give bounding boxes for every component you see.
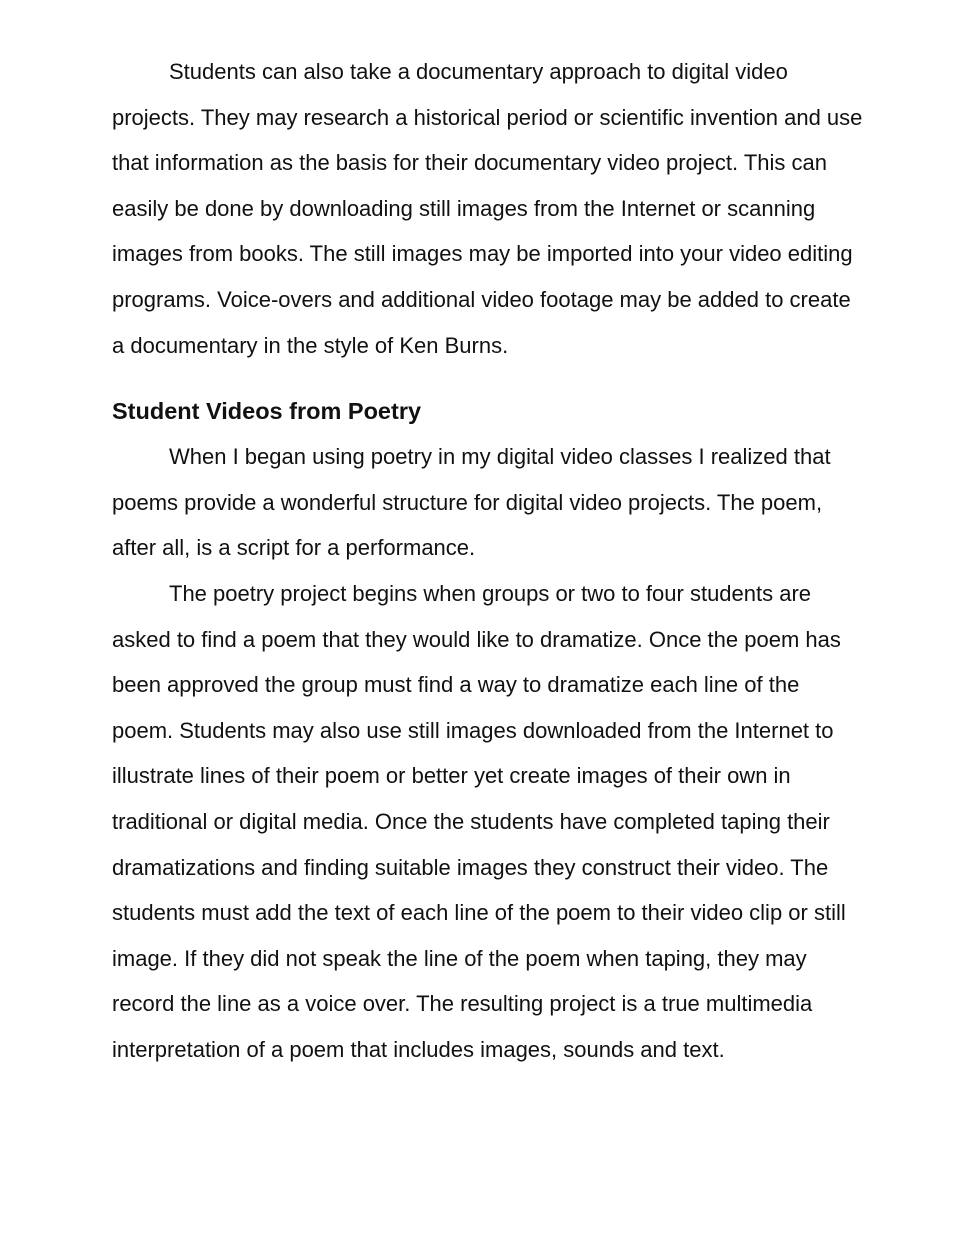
paragraph-line: Students can also take a documentary approach to digital video <box>169 59 788 84</box>
paragraph-line: When I began using poetry in my digital video classes I realized that <box>169 444 831 470</box>
section-heading: Student Videos from Poetry <box>112 398 422 425</box>
paragraph-line: images from books. The still images may be imported into your video editing <box>112 241 853 267</box>
paragraph-line: programs. Voice-overs and additional video footage may be added to create <box>112 286 851 312</box>
paragraph-line: projects. They may research a historical period or scientific invention and use <box>112 104 863 130</box>
paragraph-line: students must add the text of each line of the poem to their video clip or still <box>112 900 846 926</box>
paragraph-line: a documentary in the style of Ken Burns. <box>112 332 509 358</box>
paragraph-poetry-intro <box>112 434 902 571</box>
paragraph-line: after all, is a script for a performance. <box>112 535 476 561</box>
document-page <box>112 49 902 1072</box>
paragraph-line: The poetry project begins when groups or two to four students are <box>169 580 812 606</box>
paragraph-poetry-project <box>112 571 902 1073</box>
paragraph-line: interpretation of a poem that includes images, sounds and text. <box>112 1036 725 1062</box>
paragraph-documentary <box>112 49 902 368</box>
paragraph-line: that information as the basis for their documentary video project. This can <box>112 150 827 176</box>
paragraph-line: poem. Students may also use still images downloaded from the Internet to <box>112 717 834 743</box>
paragraph-line: image. If they did not speak the line of the poem when taping, they may <box>112 945 807 971</box>
paragraph-line: been approved the group must find a way to dramatize each line of the <box>112 672 800 698</box>
paragraph-line: dramatizations and finding suitable images they construct their video. The <box>112 854 829 880</box>
paragraph-line: asked to find a poem that they would like to dramatize. Once the poem has <box>112 626 841 652</box>
paragraph-line: easily be done by downloading still images from the Internet or scanning <box>112 195 816 221</box>
paragraph-line: record the line as a voice over. The resulting project is a true multimedia <box>112 991 813 1017</box>
paragraph-line: poems provide a wonderful structure for digital video projects. The poem, <box>112 489 823 515</box>
paragraph-line: illustrate lines of their poem or better yet create images of their own in <box>112 763 791 789</box>
paragraph-line: traditional or digital media. Once the students have completed taping their <box>112 808 830 834</box>
